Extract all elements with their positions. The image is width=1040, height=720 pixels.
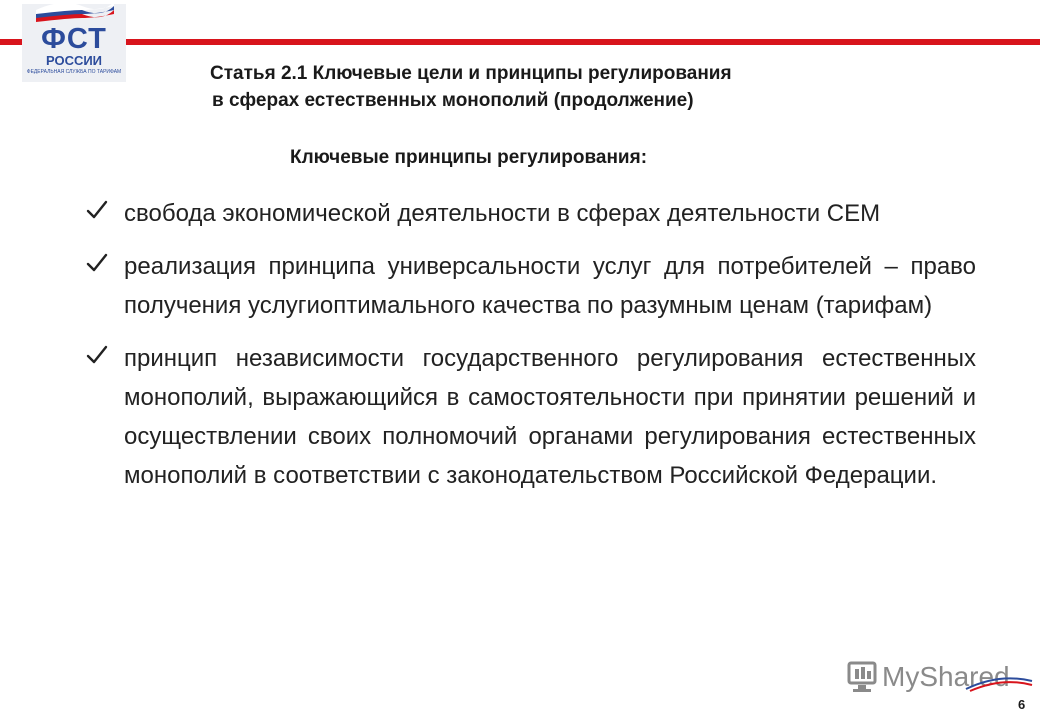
- principles-list: [86, 194, 976, 509]
- page-number: 6: [1018, 697, 1026, 712]
- myshared-logo-icon: [846, 659, 880, 695]
- logo-sub-text: РОССИИ: [45, 53, 103, 68]
- header-red-line: [0, 39, 1040, 45]
- title-line-1: Статья 2.1 Ключевые цели и принципы регулирования: [210, 63, 732, 84]
- fst-logo: [22, 4, 126, 82]
- list-item-text: принцип независимости государственного регулирования естественных монополий, выражающийся в самостоятельности при принятии решений и осуществлении своих полномочий органами регулирования естественных монополий в соответствии с законодательством Российской Федерации.: [124, 345, 976, 489]
- logo-main-text: ФСТ: [41, 23, 107, 55]
- list-item-text: реализация принципа универсальности услуг для потребителей – право получения услугиоптимального качества по разумным ценам (тарифам): [124, 253, 976, 319]
- list-item-text: свобода экономической деятельности в сферах деятельности СЕМ: [124, 200, 881, 227]
- list-item: [86, 247, 976, 325]
- title-line-2: в сферах естественных монополий (продолжение): [212, 90, 694, 111]
- slide-subtitle: Ключевые принципы регулирования:: [290, 147, 648, 168]
- watermark-text: MyShared: [882, 661, 1010, 692]
- logo-tiny-text: ФЕДЕРАЛЬНАЯ СЛУЖБА ПО ТАРИФАМ: [26, 69, 122, 75]
- checkmark-icon: [86, 200, 108, 220]
- list-item: [86, 339, 976, 495]
- list-item: [86, 194, 976, 233]
- checkmark-icon: [86, 253, 108, 273]
- watermark-swoosh-icon: [964, 675, 1034, 693]
- myshared-watermark: [846, 657, 1036, 697]
- slide-title: [210, 60, 930, 114]
- checkmark-icon: [86, 345, 108, 365]
